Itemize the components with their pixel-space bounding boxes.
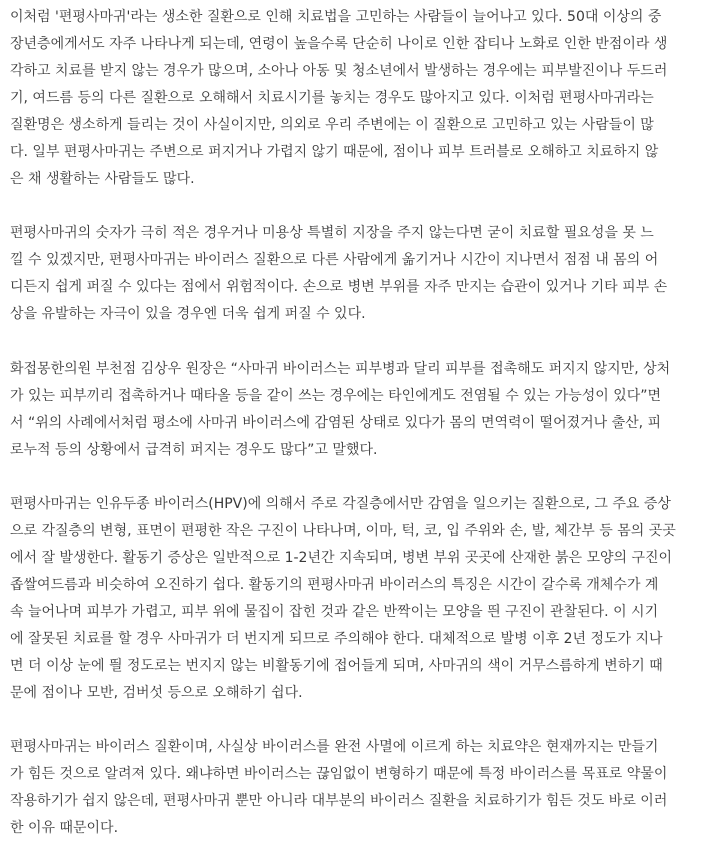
text-line: 기, 여드름 등의 다른 질환으로 오해해서 치료시기를 놓치는 경우도 많아지고 있다. 이처럼 편평사마귀라는 bbox=[10, 90, 654, 106]
text-line: 편평사마귀는 인유두종 바이러스(HPV)에 의해서 주로 각질층에서만 감염을 일으키는 질환으로, 그 주요 증상 bbox=[10, 496, 671, 512]
text-line: 디든지 쉽게 퍼질 수 있다는 점에서 위험적이다. 손으로 병변 부위를 자주 만지는 습관이 있거나 기타 피부 손 bbox=[10, 279, 668, 295]
text-line: 서 “위의 사례에서처럼 평소에 사마귀 바이러스에 감염된 상태로 있다가 몸의 면역력이 떨어졌거나 출산, 피 bbox=[10, 415, 662, 431]
text-line: 장년층에게서도 자주 나타나게 되는데, 연령이 높을수록 단순히 나이로 인한 잡티나 노화로 인한 반점이라 생 bbox=[10, 36, 668, 52]
text-line: 질환명은 생소하게 들리는 것이 사실이지만, 의외로 우리 주변에는 이 질환으로 고민하고 있는 사람들이 많 bbox=[10, 117, 654, 133]
text-line: 로누적 등의 상황에서 급격히 퍼지는 경우도 많다”고 말했다. bbox=[10, 442, 378, 458]
text-line: 한 이유 때문이다. bbox=[10, 820, 119, 836]
paragraph-4 bbox=[10, 491, 695, 707]
text-line: 속 늘어나며 피부가 가렵고, 피부 위에 물집이 잡힌 것과 같은 반짝이는 모양을 띈 구진이 관찰된다. 이 시기 bbox=[10, 604, 659, 620]
text-line: 편평사마귀는 바이러스 질환이며, 사실상 바이러스를 완전 사멸에 이르게 하는 치료약은 현재까지는 만들기 bbox=[10, 739, 659, 755]
text-line: 좁쌀여드름과 비슷하여 오진하기 쉽다. 활동기의 편평사마귀 바이러스의 특징은 시간이 갈수록 개체수가 계 bbox=[10, 577, 659, 593]
text-line: 가 있는 피부끼리 접촉하거나 때타올 등을 같이 쓰는 경우에는 타인에게도 전염될 수 있는 가능성이 있다”면 bbox=[10, 388, 662, 404]
paragraph-5 bbox=[10, 734, 695, 842]
paragraph-1 bbox=[10, 4, 695, 193]
text-line: 상을 유발하는 자극이 있을 경우엔 더욱 쉽게 퍼질 수 있다. bbox=[10, 306, 366, 322]
text-line: 으로 각질층의 변형, 표면이 편평한 작은 구진이 나타나며, 이마, 턱, 코, 입 주위와 손, 발, 체간부 등 몸의 곳곳 bbox=[10, 523, 676, 539]
text-line: 낄 수 있겠지만, 편평사마귀는 바이러스 질환으로 다른 사람에게 옮기거나 시간이 지나면서 점점 내 몸의 어 bbox=[10, 252, 659, 268]
text-line: 은 채 생활하는 사람들도 많다. bbox=[10, 171, 195, 187]
text-line: 문에 점이나 모반, 검버섯 등으로 오해하기 쉽다. bbox=[10, 685, 303, 701]
text-line: 다. 일부 편평사마귀는 주변으로 퍼지거나 가렵지 않기 때문에, 점이나 피부 트러블로 오해하고 치료하지 않 bbox=[10, 144, 659, 160]
text-line: 이처럼 '편평사마귀'라는 생소한 질환으로 인해 치료법을 고민하는 사람들이 늘어나고 있다. 50대 이상의 중 bbox=[10, 9, 662, 25]
text-line: 각하고 치료를 받지 않는 경우가 많으며, 소아나 아동 및 청소년에서 발생하는 경우에는 피부발진이나 두드러 bbox=[10, 63, 668, 79]
article-body bbox=[10, 4, 695, 842]
paragraph-2 bbox=[10, 220, 695, 328]
text-line: 면 더 이상 눈에 띌 정도로는 번지지 않는 비활동기에 접어들게 되며, 사마귀의 색이 거무스름하게 변하기 때 bbox=[10, 658, 663, 674]
paragraph-3 bbox=[10, 356, 695, 464]
text-line: 작용하기가 쉽지 않은데, 편평사마귀 뿐만 아니라 대부분의 바이러스 질환을 치료하기가 힘든 것도 바로 이러 bbox=[10, 793, 668, 809]
text-line: 화접몽한의원 부천점 김상우 원장은 “사마귀 바이러스는 피부병과 달리 피부를 접촉해도 퍼지지 않지만, 상처 bbox=[10, 361, 671, 377]
text-line: 편평사마귀의 숫자가 극히 적은 경우거나 미용상 특별히 지장을 주지 않는다면 굳이 치료할 필요성을 못 느 bbox=[10, 225, 654, 241]
text-line: 에서 잘 발생한다. 활동기 증상은 일반적으로 1-2년간 지속되며, 병변 부위 곳곳에 산재한 붉은 모양의 구진이 bbox=[10, 550, 673, 566]
text-line: 에 잘못된 치료를 할 경우 사마귀가 더 번지게 되므로 주의해야 한다. 대체적으로 발병 이후 2년 정도가 지나 bbox=[10, 631, 663, 647]
text-line: 가 힘든 것으로 알려져 있다. 왜냐하면 바이러스는 끊임없이 변형하기 때문에 특정 바이러스를 목표로 약물이 bbox=[10, 766, 668, 782]
